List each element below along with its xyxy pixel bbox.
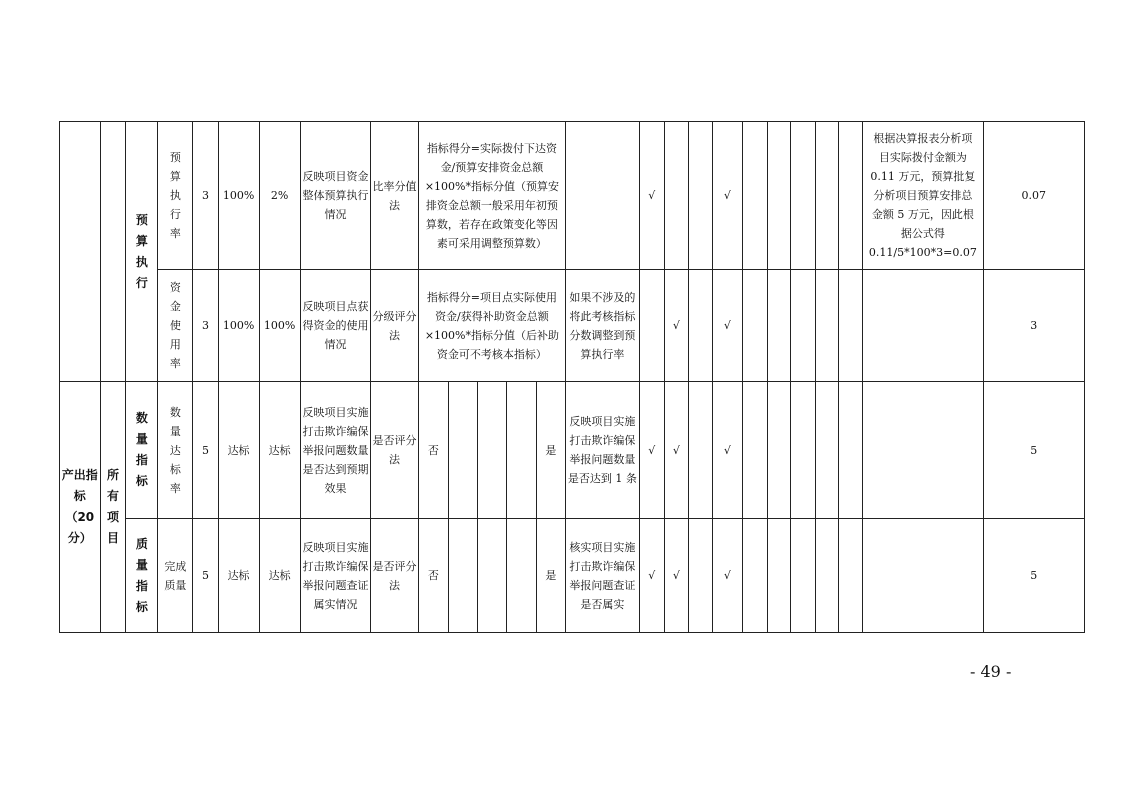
target2-cell: 达标 [259,382,300,519]
check-cell-empty [839,382,863,519]
table-row [60,382,1122,519]
page-number: - 49 - [970,662,1012,681]
target1-cell: 100% [218,122,259,270]
score-cell: 5 [193,519,218,633]
check-cell-a: √ [664,270,688,382]
check-cell-empty [791,519,815,633]
subcategory-label: 数量指标 [135,411,148,488]
table-row [60,519,1122,633]
check-cell-empty [743,270,767,382]
evaluation-table [59,121,1122,633]
method-cell: 分级评分法 [371,270,418,382]
indicator-cell [158,270,193,382]
note-cell [566,122,639,270]
check-cell-c: √ [712,519,743,633]
category-cell [60,382,101,633]
check-cell-b: √ [712,122,743,270]
yes-cell: 是 [536,519,566,633]
check-cell-empty [689,519,713,633]
final-score-cell: 5 [983,519,1084,633]
score-cell: 5 [193,382,218,519]
scope-cell-empty [100,122,126,382]
indicator-cell [158,519,193,633]
check-cell-a: √ [639,382,664,519]
subcategory-label: 预算执行 [135,212,148,290]
formula-cell: 指标得分=项目点实际使用资金/获得补助资金总额×100%*指标分值（后补助资金可不考核本指标） [418,270,566,382]
final-score-cell: 3 [983,270,1084,382]
target1-cell: 100% [218,270,259,382]
analysis-cell [862,270,983,382]
check-cell-empty [639,270,664,382]
note-cell: 如果不涉及的将此考核指标分数调整到预算执行率 [566,270,639,382]
check-cell-empty [791,270,815,382]
check-cell-empty [815,122,839,270]
description-cell: 反映项目实施打击欺诈编保举报问题查证属实情况 [300,519,371,633]
target2-cell: 100% [259,270,300,382]
check-cell-empty [689,270,713,382]
description-cell: 反映项目资金整体预算执行情况 [300,122,371,270]
method-cell: 是否评分法 [371,382,418,519]
indicator-label: 预算执行率 [169,151,181,240]
check-cell-b: √ [664,519,688,633]
check-cell-empty [767,519,791,633]
check-cell-b: √ [712,270,743,382]
check-cell-empty [815,270,839,382]
subcategory-cell [126,382,158,519]
check-cell-b: √ [664,382,688,519]
table-row [60,122,1122,270]
check-cell-empty [689,382,713,519]
target1-cell: 达标 [218,519,259,633]
score-cell: 3 [193,270,218,382]
note-cell: 核实项目实施打击欺诈编保举报问题查证是否属实 [566,519,639,633]
check-cell-empty [839,270,863,382]
blank-cell [506,519,536,633]
description-cell: 反映项目点获得资金的使用情况 [300,270,371,382]
subcategory-cell [126,519,158,633]
subcategory-label: 质量指标 [135,536,148,614]
target1-cell: 达标 [218,382,259,519]
analysis-cell [862,519,983,633]
output-scope-label: 所有项目 [106,468,119,545]
final-score-cell: 5 [983,382,1084,519]
check-cell-c: √ [712,382,743,519]
analysis-cell: 根据决算报表分析项目实际拨付金额为 0.11 万元，预算批复分析项目预算安排总金额 5 万元，因此根据公式得 0.11/5*100*3=0.07 [862,122,983,270]
score-cell: 3 [193,122,218,270]
indicator-label: 资金使用率 [169,281,181,370]
note-cell: 反映项目实施打击欺诈编保举报问题数量是否达到 1 条 [566,382,639,519]
check-cell-empty [815,519,839,633]
check-cell-a: √ [639,122,664,270]
no-cell: 否 [418,382,449,519]
check-cell-empty [743,122,767,270]
check-cell-empty [839,122,863,270]
blank-cell [449,519,478,633]
target2-cell: 2% [259,122,300,270]
blank-cell [478,382,507,519]
category-cell-empty [60,122,101,382]
check-cell-empty [743,382,767,519]
no-cell: 否 [418,519,449,633]
check-cell-empty [689,122,713,270]
indicator-cell [158,382,193,519]
scope-cell [100,382,126,633]
description-cell: 反映项目实施打击欺诈编保举报问题数量是否达到预期效果 [300,382,371,519]
check-cell-empty [791,122,815,270]
check-cell-a: √ [639,519,664,633]
indicator-label: 完成质量 [164,559,187,592]
formula-cell: 指标得分=实际拨付下达资金/预算安排资金总额×100%*指标分值（预算安排资金总额一般采用年初预算数，若存在政策变化等因素可采用调整预算数） [418,122,566,270]
method-cell: 是否评分法 [371,519,418,633]
blank-cell [506,382,536,519]
indicator-cell [158,122,193,270]
check-cell-empty [767,270,791,382]
check-cell-empty [815,382,839,519]
analysis-cell [862,382,983,519]
table-row [60,270,1122,382]
blank-cell [478,519,507,633]
yes-cell: 是 [536,382,566,519]
method-cell: 比率分值法 [371,122,418,270]
subcategory-cell [126,122,158,382]
blank-cell [449,382,478,519]
check-cell-empty [767,122,791,270]
check-cell-empty [839,519,863,633]
check-cell-empty [767,382,791,519]
indicator-label: 数量达标率 [169,405,181,495]
output-category-label: 产出指标（20分） [61,468,98,545]
check-cell-empty [664,122,688,270]
target2-cell: 达标 [259,519,300,633]
check-cell-empty [791,382,815,519]
final-score-cell: 0.07 [983,122,1084,270]
check-cell-empty [743,519,767,633]
